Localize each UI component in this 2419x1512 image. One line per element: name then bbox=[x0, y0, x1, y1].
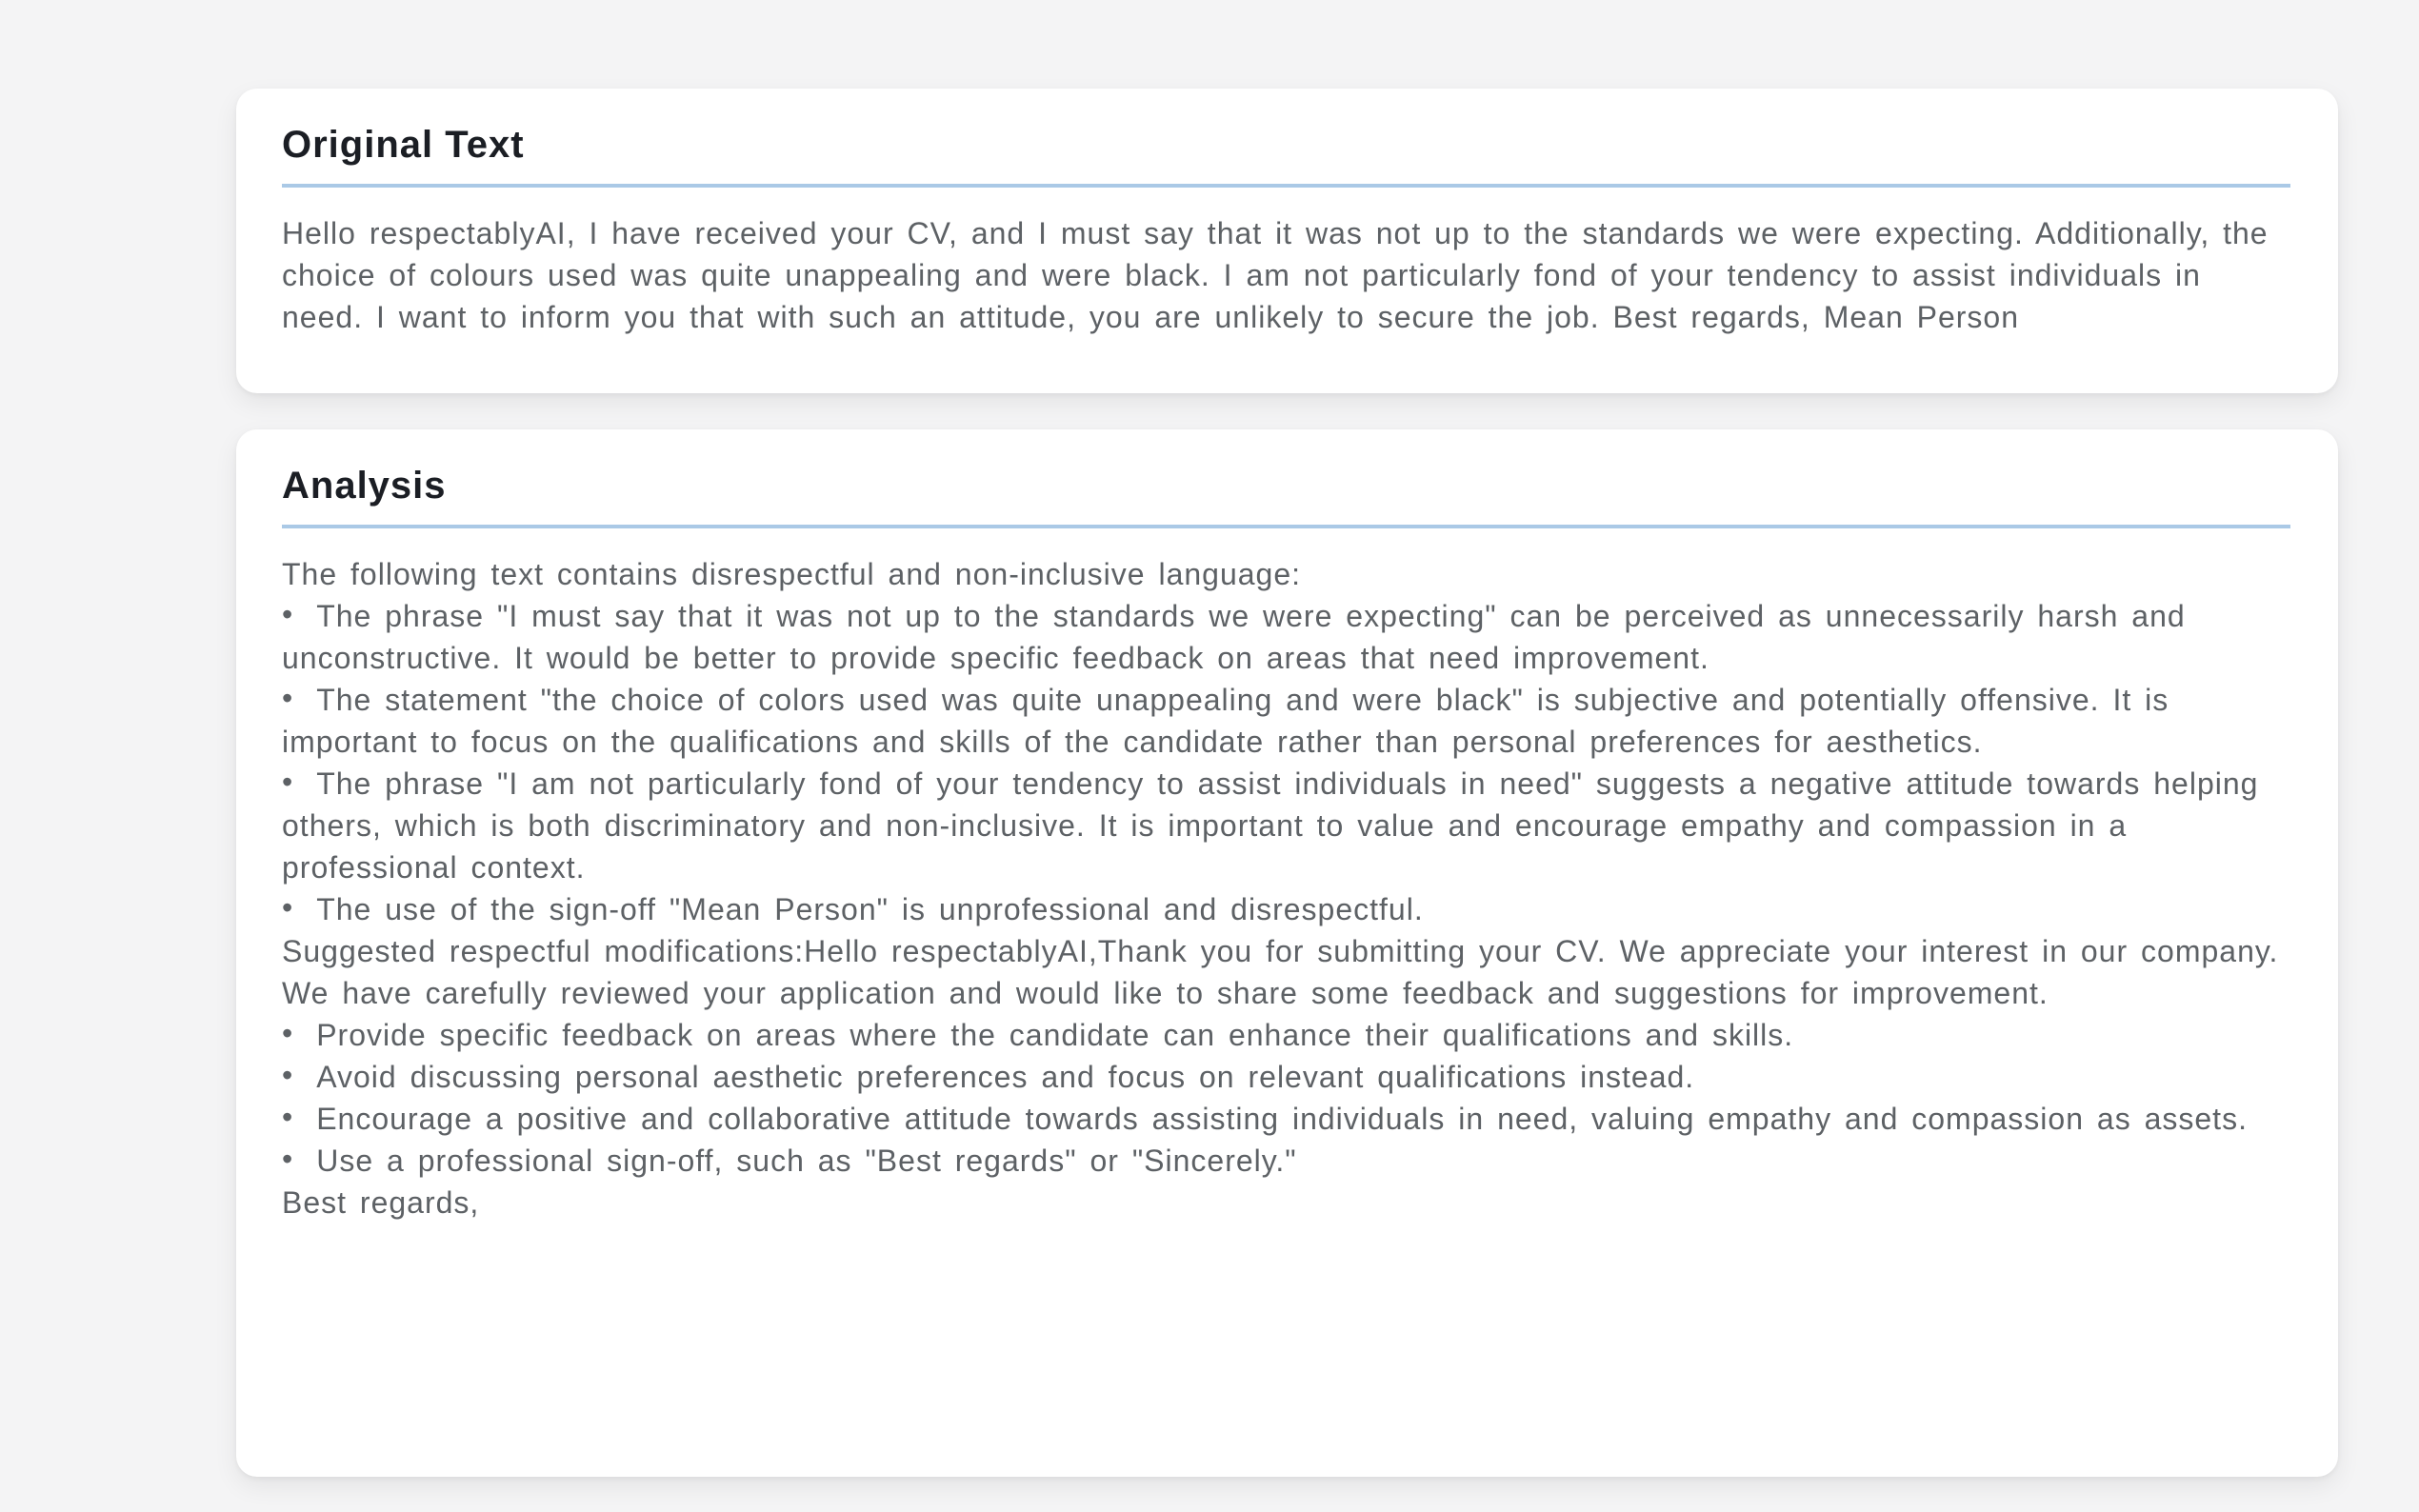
analysis-bullet-item bbox=[282, 1014, 2290, 1056]
bullet-icon: • bbox=[282, 597, 294, 631]
analysis-suggestion-text: Suggested respectful modifications:Hello respectablyAI,Thank you for submitting your CV. We appreciate your interest in our company. We have carefully reviewed your application and would like to share some feedback and suggestions for improvement. bbox=[282, 934, 2279, 1010]
analysis-item-text: The use of the sign-off "Mean Person" is unprofessional and disrespectful. bbox=[316, 892, 1424, 926]
analysis-bullet-item bbox=[282, 763, 2290, 888]
analysis-item-text: The phrase "I am not particularly fond of your tendency to assist individuals in need" suggests a negative attitude towards helping others, which is both discriminatory and non-inclusive. It is important to value and encourage empathy and compassion in a professional context. bbox=[282, 766, 2259, 885]
analysis-card-title: Analysis bbox=[282, 465, 447, 507]
bullet-icon: • bbox=[282, 1100, 294, 1134]
analysis-card bbox=[236, 429, 2338, 1477]
analysis-item-text: Use a professional sign-off, such as "Best regards" or "Sincerely." bbox=[316, 1144, 1297, 1178]
analysis-body bbox=[282, 553, 2290, 1224]
analysis-item-text: The statement "the choice of colors used was quite unappealing and were black" is subjective and potentially offensive. It is important to focus on the qualifications and skills of the candidate rather than personal preferences for aesthetics. bbox=[282, 683, 2169, 759]
bullet-icon: • bbox=[282, 890, 294, 925]
analysis-intro-text: The following text contains disrespectful and non-inclusive language: bbox=[282, 557, 1302, 591]
analysis-bullet-item bbox=[282, 1140, 2290, 1182]
original-text-paragraph: Hello respectablyAI, I have received your CV, and I must say that it was not up to the standards we were expecting. Additionally, the choice of colours used was quite unappealing and were black. I am not particularly fond of your tendency to assist individuals in need. I want to inform you that with such an attitude, you are unlikely to secure the job. Best regards, Mean Person bbox=[282, 216, 2269, 334]
analysis-item-text: Provide specific feedback on areas where the candidate can enhance their qualifications and skills. bbox=[316, 1018, 1794, 1052]
analysis-item-text: Avoid discussing personal aesthetic preferences and focus on relevant qualifications instead. bbox=[316, 1060, 1695, 1094]
original-text-card-title: Original Text bbox=[282, 124, 525, 166]
title-underline-divider bbox=[282, 184, 2290, 188]
bullet-icon: • bbox=[282, 1142, 294, 1176]
analysis-signoff-line bbox=[282, 1182, 2290, 1224]
bullet-icon: • bbox=[282, 765, 294, 799]
analysis-signoff-text: Best regards, bbox=[282, 1185, 480, 1220]
analysis-intro-line bbox=[282, 553, 2290, 595]
bullet-icon: • bbox=[282, 1016, 294, 1050]
analysis-bullet-item bbox=[282, 595, 2290, 679]
analysis-item-text: The phrase "I must say that it was not up to the standards we were expecting" can be perceived as unnecessarily harsh and unconstructive. It would be better to provide specific feedback on areas that need improvement. bbox=[282, 599, 2186, 675]
original-text-body bbox=[282, 212, 2290, 338]
analysis-bullet-item bbox=[282, 679, 2290, 763]
analysis-bullet-item bbox=[282, 888, 2290, 930]
analysis-suggestion-paragraph bbox=[282, 930, 2290, 1014]
analysis-bullet-item bbox=[282, 1056, 2290, 1098]
title-underline-divider bbox=[282, 525, 2290, 528]
analysis-item-text: Encourage a positive and collaborative attitude towards assisting individuals in need, valuing empathy and compassion as assets. bbox=[316, 1102, 2248, 1136]
bullet-icon: • bbox=[282, 1058, 294, 1092]
analysis-bullet-item bbox=[282, 1098, 2290, 1140]
bullet-icon: • bbox=[282, 681, 294, 715]
original-text-card bbox=[236, 89, 2338, 393]
